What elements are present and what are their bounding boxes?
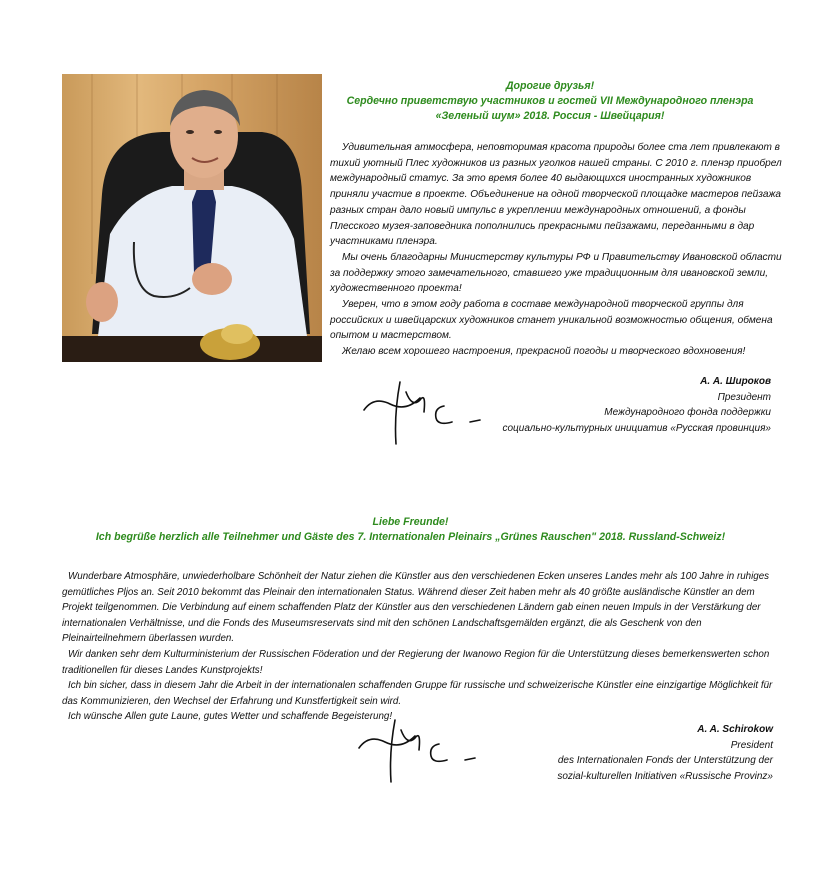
greeting-line: Liebe Freunde! bbox=[372, 516, 449, 528]
signer-name: A. A. Schirokow bbox=[697, 724, 773, 735]
handwritten-signature bbox=[355, 716, 485, 788]
signer-org: Международного фонда поддержки bbox=[604, 407, 771, 418]
russian-greeting bbox=[340, 79, 760, 124]
signer-org: des Internationalen Fonds der Unterstützung der bbox=[557, 755, 773, 766]
paragraph: Ich bin sicher, dass in diesem Jahr die Arbeit in der internationalen schaffenden Gruppe für russische und schweizerische Künstler eine einzigartige Möglichkeit für das Kommunizieren, den Wechsel der Erfahrung und Kunstfertigkeit sein wird. bbox=[62, 680, 773, 707]
paragraph: Мы очень благодарны Министерству культуры РФ и Правительству Ивановской области за поддержку этого замечательного, ставшего уже традиционным для ивановской земли, художественного проекта! bbox=[330, 251, 782, 295]
paragraph: Wir danken sehr dem Kulturministerium der Russischen Föderation und der Regierung der Iwanowo Region für die Unterstützung dieses bemerkenswerten schon traditionellen für dieses Landes Kunstprojekts! bbox=[62, 648, 770, 676]
signer-title: President bbox=[730, 739, 773, 751]
greeting-line: Дорогие друзья! bbox=[505, 80, 595, 92]
greeting-line: Ich begrüße herzlich alle Teilnehmer und Gäste des 7. Internationalen Pleinairs „Grünes Rauschen" 2018. Russland-Schweiz! bbox=[95, 531, 726, 543]
handwritten-signature bbox=[360, 378, 490, 450]
german-signature-block bbox=[557, 722, 773, 784]
greeting-line: Сердечно приветствую участников и гостей VII Международного пленэра bbox=[346, 95, 754, 107]
portrait-photo bbox=[62, 74, 322, 362]
paragraph: Желаю всем хорошего настроения, прекрасной погоды и творческого вдохновения! bbox=[342, 346, 746, 358]
paragraph: Удивительная атмосфера, неповторимая красота природы более ста лет привлекают в тихий уютный Плес художников из разных уголков нашей страны. С 2010 г. пленэр приобрел международный статус. За это время более 40 выдающихся иностранных художников приняли участие в проекте. Объединение на одной творческой площадке мастеров пейзажа разных стран дало новый импульс в укреплении международных отношений, а фонды Плесского музея-заповедника пополнились прекрасными пейзажами, переданными в дар участниками пленэра. bbox=[330, 142, 782, 248]
signer-title: Президент bbox=[717, 391, 771, 403]
german-greeting bbox=[20, 515, 801, 545]
signer-org: sozial-kulturellen Initiativen «Russische Provinz» bbox=[557, 770, 773, 782]
paragraph: Wunderbare Atmosphäre, unwiederholbare Schönheit der Natur ziehen die Künstler aus den verschiedenen Ecken unseres Landes mehr als 100 Jahre in ruhiges gemütliches Pljos an. Seit 2010 bekommt das Pleinair den internationalen Status. Während dieser Zeit haben mehr als 40 größte ausländische Künstler an dem Projekt teilgenommen. Die Verbindung auf einem schaffenden Platz der Künstler aus den verschiedenen Ländern gab einen neuen Impuls in der Verstärkung der internationalen Verhältnisse, und die Fonds des Museumsreservats sind mit den schönen Landschaftsgemälden ergänzt, die als Geschenk von den Pleinairteilnehmern überlassen wurden. bbox=[62, 571, 770, 645]
signer-org: социально-культурных инициатив «Русская провинция» bbox=[502, 422, 771, 434]
signer-name: А. А. Широков bbox=[700, 376, 771, 387]
greeting-line: «Зеленый шум» 2018. Россия - Швейцария! bbox=[435, 110, 665, 122]
paragraph: Уверен, что в этом году работа в составе международной творческой группы для российских и швейцарских художников станет уникальной возможностью общения, обмена опытом и мастерством. bbox=[330, 299, 773, 342]
paragraph: Ich wünsche Allen gute Laune, gutes Wetter und schaffende Begeisterung! bbox=[68, 711, 393, 723]
russian-signature-block bbox=[503, 374, 772, 436]
russian-letter-body bbox=[330, 140, 782, 360]
german-letter-body bbox=[62, 569, 782, 725]
